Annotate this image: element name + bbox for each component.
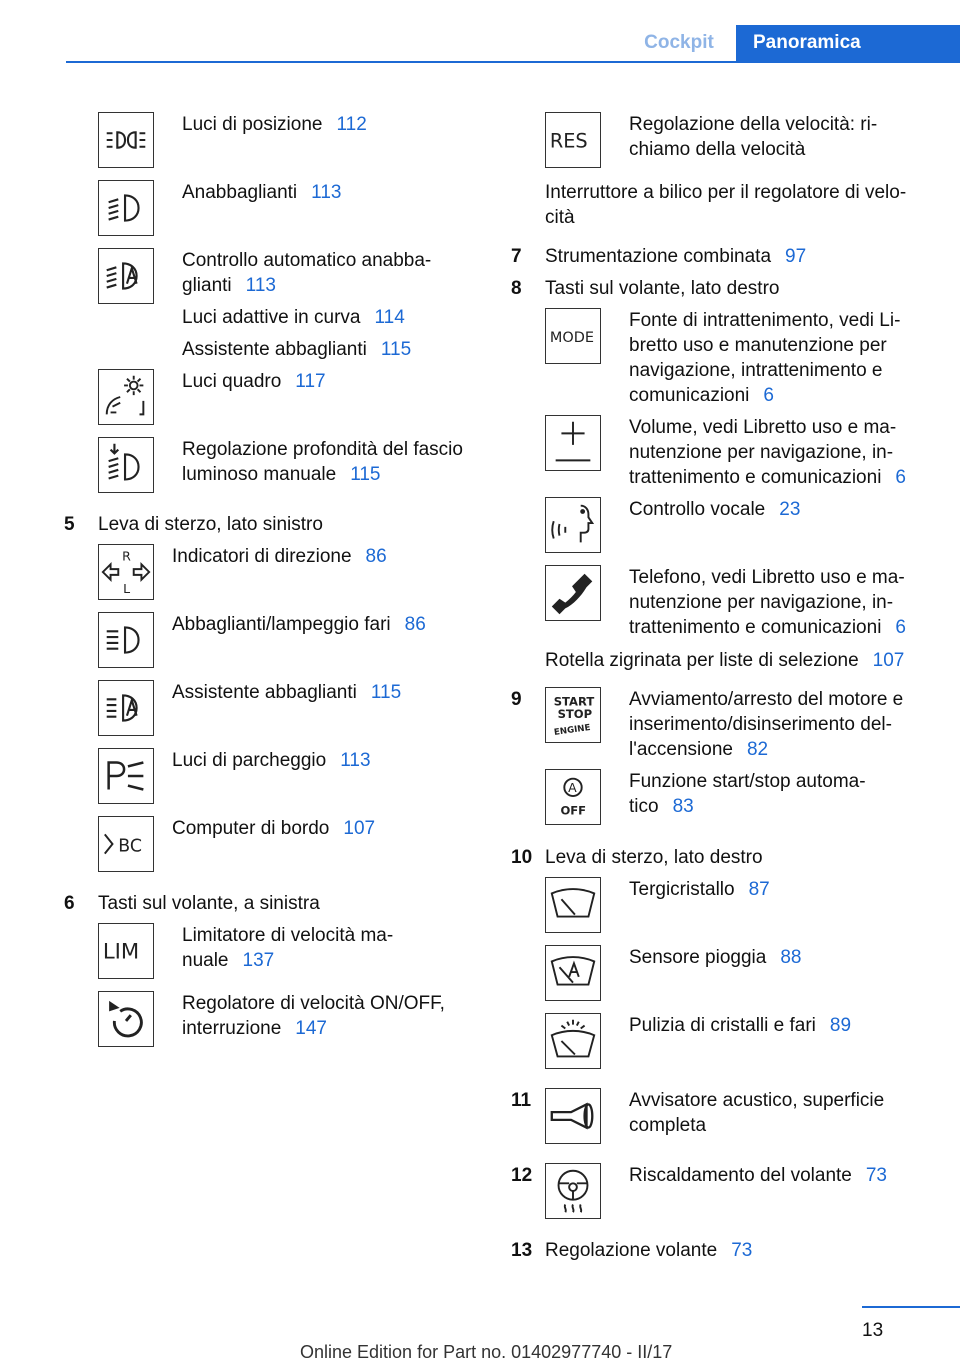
- fonte-line3: navigazione, intrattenimento e: [629, 360, 883, 381]
- header-rule: [66, 61, 960, 63]
- page-ref-link[interactable]: 113: [311, 182, 342, 203]
- telefono-line2: nutenzione per navigazione, in-: [629, 592, 894, 613]
- res-icon-text: RES: [549, 129, 588, 153]
- item-number-11: 11: [511, 1090, 532, 1111]
- page-ref-link[interactable]: 137: [242, 950, 275, 971]
- regolatore-line2: interruzione: [182, 1018, 282, 1039]
- anabbaglianti-row: [182, 180, 341, 205]
- pioggia-label: Sensore pioggia: [629, 947, 767, 968]
- bilico-line2: cità: [545, 207, 575, 228]
- res-line1: Regolazione della velocità: ri-: [629, 114, 878, 135]
- computer-label: Computer di bordo: [172, 818, 330, 839]
- low-beam-icon: [98, 180, 154, 236]
- headlight-range-icon: [98, 437, 154, 493]
- startstop-line1: Funzione start/stop automa-: [629, 771, 866, 792]
- fonte-line1: Fonte di intrattenimento, vedi Li-: [629, 310, 901, 331]
- item-number-5: 5: [64, 514, 75, 535]
- limitatore-row: [182, 923, 393, 973]
- bilico-row: [545, 180, 906, 230]
- pioggia-row: [629, 945, 801, 970]
- item-number-9: 9: [511, 689, 522, 710]
- leva-sx-heading: Leva di sterzo, lato sinistro: [98, 514, 323, 535]
- startstop-line2: tico: [629, 796, 659, 817]
- bc-icon-text: BC: [118, 836, 143, 857]
- res-row: [629, 112, 877, 162]
- wiper-icon: [545, 877, 601, 933]
- page-ref-link[interactable]: 113: [340, 750, 371, 771]
- position-lights-icon: [98, 112, 154, 168]
- anabbaglianti-label: Anabbaglianti: [182, 182, 298, 203]
- parcheggio-row: [172, 748, 371, 773]
- regolazione-prof-line2: luminoso manuale: [182, 464, 337, 485]
- rotella-row: [545, 648, 904, 673]
- volume-icon: [545, 415, 601, 471]
- fonte-row: [629, 308, 900, 408]
- start-stop-button-icon: [545, 687, 601, 743]
- avviamento-row: [629, 687, 903, 762]
- page-ref-link[interactable]: 86: [365, 546, 387, 567]
- pulizia-row: [629, 1013, 851, 1038]
- fonte-line4: comunicazioni: [629, 385, 750, 406]
- avvisatore-line1: Avvisatore acustico, superficie: [629, 1090, 885, 1111]
- phone-icon: [545, 565, 601, 621]
- high-beam-assist-icon: [98, 680, 154, 736]
- avviamento-line2: inserimento/disinserimento del-: [629, 714, 892, 735]
- volume-line1: Volume, vedi Libretto uso e ma-: [629, 417, 897, 438]
- regolazione-volante-label: Regolazione volante: [545, 1240, 718, 1261]
- item-number-7: 7: [511, 246, 522, 267]
- page-ref-link[interactable]: 89: [829, 1015, 852, 1036]
- footer-edition: Online Edition for Part no. 01402977740 - II/17: [300, 1342, 673, 1362]
- tab-cockpit[interactable]: Cockpit: [644, 32, 714, 53]
- regolazione-prof-row: [182, 437, 463, 487]
- page-ref-link[interactable]: 114: [374, 307, 405, 328]
- a-icon-text: A: [568, 780, 577, 796]
- horn-icon: [545, 1088, 601, 1144]
- lim-icon-text: LIM: [102, 939, 140, 965]
- auto-start-stop-icon: [545, 769, 601, 825]
- page-ref-link[interactable]: 6: [895, 617, 906, 638]
- svg-text:R: R: [122, 548, 131, 564]
- bilico-line1: Interruttore a bilico per il regolatore di velo-: [545, 182, 907, 203]
- luci-quadro-label: Luci quadro: [182, 371, 282, 392]
- page-ref-link[interactable]: 113: [245, 275, 276, 296]
- item-number-10: 10: [511, 847, 533, 868]
- high-beam-icon: [98, 612, 154, 668]
- strumentazione-row: [545, 244, 806, 269]
- regolazione-volante-row: [545, 1238, 752, 1263]
- regolazione-prof-line1: Regolazione profondità del fascio: [182, 439, 463, 460]
- turn-signal-icon: [98, 544, 154, 600]
- page-ref-link[interactable]: 117: [295, 371, 326, 392]
- regolatore-row: [182, 991, 445, 1041]
- rain-sensor-icon: [545, 945, 601, 1001]
- tergi-label: Tergicristallo: [629, 879, 735, 900]
- tasti-sx-heading: Tasti sul volante, a sinistra: [98, 893, 320, 914]
- page-ref-link[interactable]: 115: [370, 682, 402, 703]
- luci-adattive-row: [182, 305, 405, 330]
- indicatori-label: Indicatori di direzione: [172, 546, 352, 567]
- fonte-line2: bretto uso e manutenzione per: [629, 335, 887, 356]
- auto-low-beam-icon: [98, 248, 154, 304]
- luci-posizione-row: [182, 112, 367, 137]
- pulizia-label: Pulizia di cristalli e fari: [629, 1015, 816, 1036]
- page-ref-link[interactable]: 115: [380, 339, 412, 360]
- volume-line3: trattenimento e comunicazioni: [629, 467, 882, 488]
- voice-control-icon: [545, 497, 601, 553]
- parcheggio-label: Luci di parcheggio: [172, 750, 327, 771]
- page-ref-link[interactable]: 107: [343, 818, 376, 839]
- tasti-dx-heading: Tasti sul volante, lato destro: [545, 278, 780, 299]
- item-number-8: 8: [511, 278, 522, 299]
- startstop-row: [629, 769, 866, 819]
- page-ref-link[interactable]: 82: [746, 739, 769, 760]
- mode-button-icon: [545, 308, 601, 364]
- cruise-control-icon: [98, 991, 154, 1047]
- page-ref-link[interactable]: 115: [350, 464, 381, 485]
- footer-rule: [862, 1306, 960, 1308]
- page-ref-link[interactable]: 6: [763, 385, 774, 406]
- limitatore-line2: nuale: [182, 950, 229, 971]
- avviamento-line1: Avviamento/arresto del motore e: [629, 689, 904, 710]
- engine-icon-text: ENGINE: [553, 722, 592, 738]
- page-ref-link[interactable]: 112: [336, 114, 367, 135]
- item-number-12: 12: [511, 1165, 533, 1186]
- vocale-row: [629, 497, 800, 522]
- luci-posizione-label: Luci di posizione: [182, 114, 323, 135]
- assistente-2-label: Assistente abbaglianti: [172, 682, 357, 703]
- controllo-auto-line2: glianti: [182, 275, 232, 296]
- page-ref-link[interactable]: 88: [780, 947, 802, 968]
- avvisatore-line2: completa: [629, 1115, 707, 1136]
- page-ref-link[interactable]: 6: [895, 467, 906, 488]
- vocale-label: Controllo vocale: [629, 499, 766, 520]
- svg-text:L: L: [123, 581, 131, 597]
- leva-dx-heading: Leva di sterzo, lato destro: [545, 847, 763, 868]
- assistente-1-row: [182, 337, 411, 362]
- avviamento-line3: l'accensione: [629, 739, 733, 760]
- lim-button-icon: [98, 923, 154, 979]
- page-ref-link[interactable]: 86: [404, 614, 426, 635]
- telefono-line1: Telefono, vedi Libretto uso e ma-: [629, 567, 905, 588]
- page-ref-link[interactable]: 107: [872, 650, 905, 671]
- start-icon-text: START: [553, 694, 595, 709]
- parking-lights-icon: [98, 748, 154, 804]
- tab-panoramica[interactable]: Panoramica: [736, 25, 960, 61]
- page-ref-link[interactable]: 147: [295, 1018, 327, 1039]
- assistente-2-row: [172, 680, 401, 705]
- indicatori-row: [172, 544, 387, 569]
- page-number: 13: [862, 1320, 884, 1341]
- assistente-1-label: Assistente abbaglianti: [182, 339, 367, 360]
- page-ref-link[interactable]: 97: [785, 246, 807, 267]
- page-ref-link[interactable]: 73: [731, 1240, 753, 1261]
- riscaldamento-label: Riscaldamento del volante: [629, 1165, 852, 1186]
- instrument-lighting-icon: [98, 369, 154, 425]
- mode-icon-text: MODE: [549, 329, 594, 346]
- telefono-line3: trattenimento e comunicazioni: [629, 617, 882, 638]
- page-ref-link[interactable]: 83: [672, 796, 694, 817]
- off-icon-text: OFF: [560, 803, 587, 818]
- stop-icon-text: STOP: [557, 706, 593, 721]
- regolatore-line1: Regolatore di velocità ON/OFF,: [182, 993, 445, 1014]
- heated-steering-wheel-icon: [545, 1163, 601, 1219]
- page-ref-link[interactable]: 87: [748, 879, 770, 900]
- rotella-label: Rotella zigrinata per liste di selezione: [545, 650, 859, 671]
- luci-adattive-label: Luci adattive in curva: [182, 307, 361, 328]
- item-number-6: 6: [64, 893, 75, 914]
- page-ref-link[interactable]: 73: [865, 1165, 887, 1186]
- res-button-icon: [545, 112, 601, 168]
- volume-line2: nutenzione per navigazione, in-: [629, 442, 894, 463]
- abbaglianti-row: [172, 612, 426, 637]
- washer-icon: [545, 1013, 601, 1069]
- tergi-row: [629, 877, 770, 902]
- page-ref-link[interactable]: 23: [779, 499, 801, 520]
- computer-row: [172, 816, 375, 841]
- volume-row: [629, 415, 906, 490]
- telefono-row: [629, 565, 906, 640]
- item-number-13: 13: [511, 1240, 533, 1261]
- controllo-auto-row: [182, 248, 431, 298]
- avvisatore-row: [629, 1088, 884, 1138]
- res-line2: chiamo della velocità: [629, 139, 806, 160]
- limitatore-line1: Limitatore di velocità ma-: [182, 925, 394, 946]
- board-computer-icon: [98, 816, 154, 872]
- abbaglianti-label: Abbaglianti/lampeggio fari: [172, 614, 391, 635]
- riscaldamento-row: [629, 1163, 887, 1188]
- strumentazione-label: Strumentazione combinata: [545, 246, 772, 267]
- controllo-auto-line1: Controllo automatico anabba-: [182, 250, 432, 271]
- luci-quadro-row: [182, 369, 326, 394]
